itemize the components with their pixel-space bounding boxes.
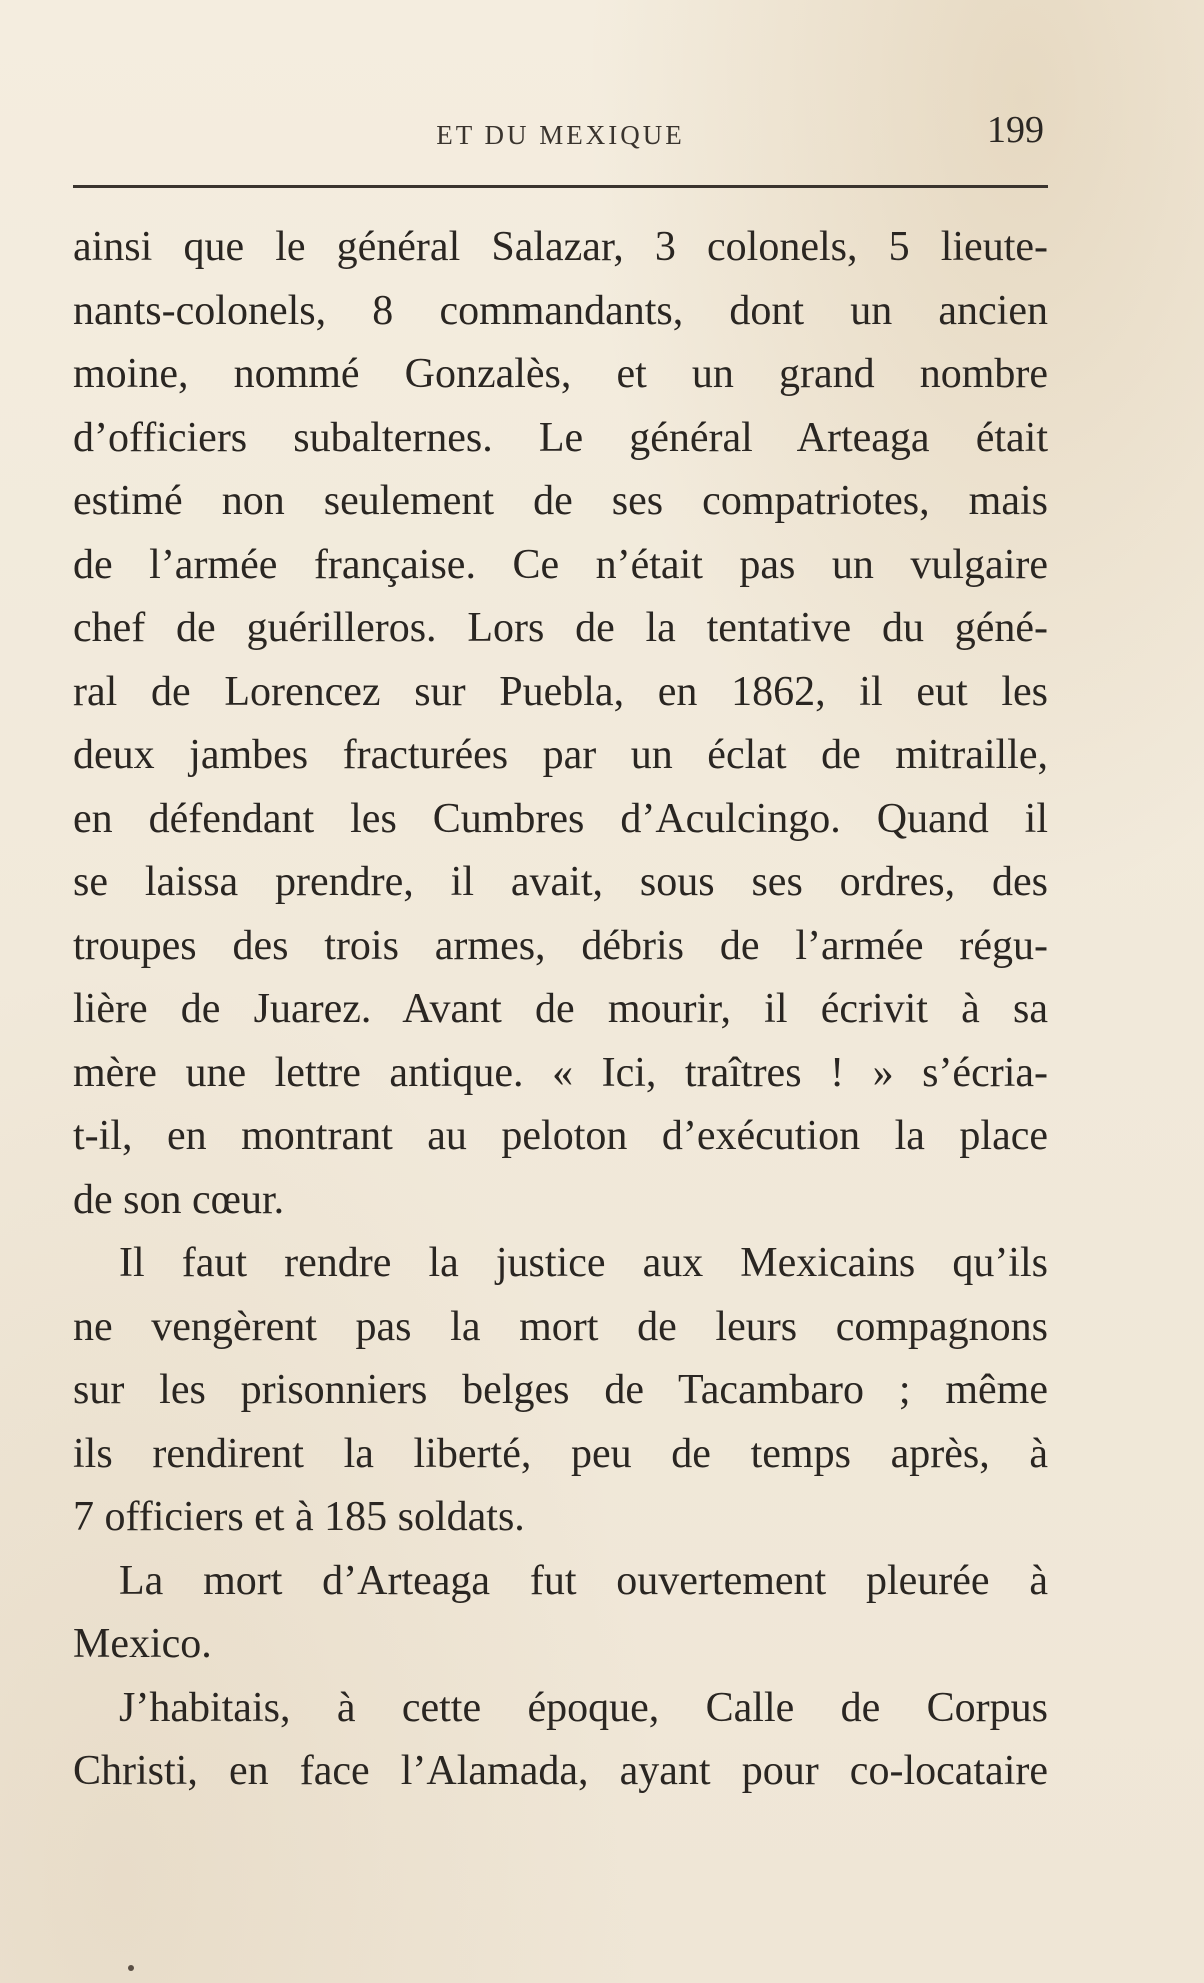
header-rule	[73, 185, 1048, 188]
text-line: ainsi que le général Salazar, 3 colonels, 5 lieute-	[73, 224, 1048, 270]
text-line: t-il, en montrant au peloton d’exécution la place	[73, 1113, 1048, 1159]
text-line: Christi, en face l’Alamada, ayant pour co-locataire	[73, 1748, 1048, 1794]
page-number: 199	[987, 109, 1044, 151]
text-line: Mexico.	[73, 1621, 212, 1667]
body-text	[73, 216, 1048, 1804]
text-line: ils rendirent la liberté, peu de temps après, à	[73, 1430, 1048, 1477]
text-line: La mort d’Arteaga fut ouvertement pleurée à	[119, 1557, 1048, 1604]
text-line: estimé non seulement de ses compatriotes, mais	[73, 478, 1048, 524]
text-line: deux jambes fracturées par un éclat de mitraille,	[73, 732, 1048, 778]
text-line: J’habitais, à cette époque, Calle de Corpus	[119, 1684, 1048, 1731]
text-line: se laissa prendre, il avait, sous ses ordres, des	[73, 859, 1048, 905]
text-line: d’officiers subalternes. Le général Arteaga était	[73, 414, 1048, 461]
text-line: troupes des trois armes, débris de l’armée régu-	[73, 922, 1048, 969]
text-line: chef de guérilleros. Lors de la tentative du géné-	[73, 605, 1048, 651]
text-line: 7 officiers et à 185 soldats.	[73, 1494, 525, 1540]
page-header	[73, 108, 1048, 158]
text-line: mère une lettre antique. « Ici, traîtres ! » s’écria-	[73, 1049, 1048, 1096]
text-line: Il faut rendre la justice aux Mexicains qu’ils	[119, 1240, 1048, 1286]
text-line: lière de Juarez. Avant de mourir, il écrivit à sa	[73, 986, 1048, 1032]
text-line: sur les prisonniers belges de Tacambaro ; même	[73, 1367, 1048, 1413]
text-line: moine, nommé Gonzalès, et un grand nombre	[73, 351, 1048, 397]
text-line: ral de Lorencez sur Puebla, en 1862, il eut les	[73, 668, 1048, 715]
text-line: de l’armée française. Ce n’était pas un vulgaire	[73, 541, 1048, 588]
text-line: nants-colonels, 8 commandants, dont un ancien	[73, 287, 1048, 334]
running-head: ET DU MEXIQUE	[436, 120, 685, 150]
text-line: en défendant les Cumbres d’Aculcingo. Quand il	[73, 795, 1048, 842]
ink-speck	[128, 1965, 134, 1971]
text-line: de son cœur.	[73, 1176, 285, 1223]
text-line: ne vengèrent pas la mort de leurs compagnons	[73, 1303, 1048, 1350]
